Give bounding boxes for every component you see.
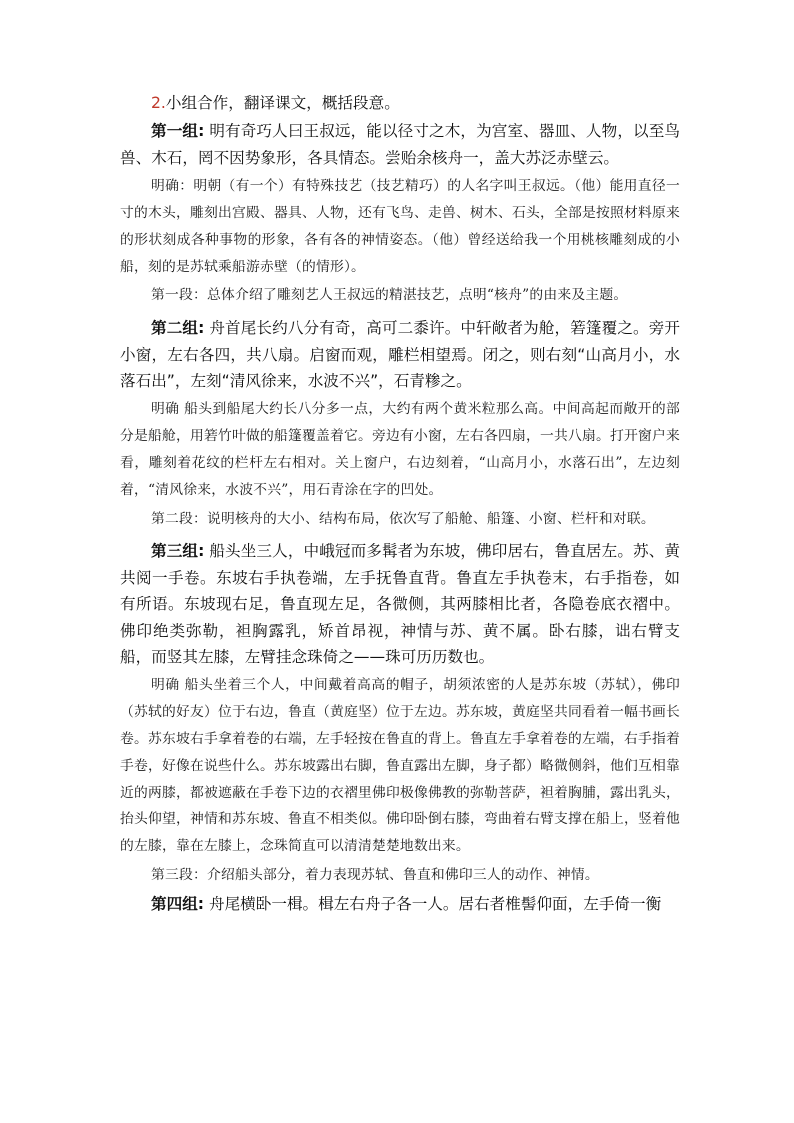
group-2-label: 第二组: xyxy=(151,319,205,338)
group-3-text: 船头坐三人，中峨冠而多髯者为东坡，佛印居右，鲁直居左。苏、黄共阅一手卷。东坡右手执卷端，左手抚鲁直背。鲁直左手执卷末，右手指卷，如有所语。东坡现右足，鲁直现左足，各微侧，其两膝相比者，各隐卷底衣褶中。佛印绝类弥勒，袒胸露乳，矫首昂视，神情与苏、黄不属。卧右膝，诎右臂支船，而竖其左膝，左臂挂念珠倚之——珠可历历数也。 xyxy=(120,542,680,667)
group-2-original xyxy=(120,315,680,394)
group-2-answer: 明确 船头到船尾大约长八分多一点，大约有两个黄米粒那么高。中间高起而敞开的部分是船舱，用箬竹叶做的船篷覆盖着它。旁边有小窗，左右各四扇，一共八扇。打开窗户来看，雕刻着花纹的栏杆左右相对。关上窗户，右边刻着，“山高月小，水落石出”，左边刻着，“清风徐来，水波不兴”，用石青涂在字的凹处。 xyxy=(120,401,680,498)
paragraph-2-summary: 第二段：说明核舟的大小、结构布局，依次写了船舱、船篷、小窗、栏杆和对联。 xyxy=(151,510,655,527)
paragraph-3-summary: 第三段：介绍船头部分，着力表现苏轼、鲁直和佛印三人的动作、神情。 xyxy=(151,867,599,884)
group-2-text: 舟首尾长约八分有奇，高可二黍许。中轩敞者为舱，箬篷覆之。旁开小窗，左右各四，共八扇。启窗而观，雕栏相望焉。闭之，则右刻“山高月小，水落石出”，左刻“清风徐来，水波不兴”，石青糁之。 xyxy=(120,319,680,391)
group-4-original xyxy=(120,891,680,917)
group-1-answer: 明确：明朝（有一个）有特殊技艺（技艺精巧）的人名字叫王叔远。（他）能用直径一寸的木头，雕刻出宫殿、器具、人物，还有飞鸟、走兽、树木、石头，全部是按照材料原来的形状刻成各种事物的形象，各有各的神情姿态。（他）曾经送给我一个用桃核雕刻成的小船，刻的是苏轼乘船游赤壁（的情形）。 xyxy=(120,178,680,275)
group-1-original xyxy=(120,118,680,171)
group-1-label: 第一组: xyxy=(151,122,205,141)
group-4-label: 第四组: xyxy=(151,894,205,913)
task-number: 2. xyxy=(151,94,166,112)
task-instruction xyxy=(120,90,680,116)
group-3-original xyxy=(120,538,680,670)
paragraph-1-summary: 第一段：总体介绍了雕刻艺人王叔远的精湛技艺，点明“核舟”的由来及主题。 xyxy=(151,287,628,304)
group-3-label: 第三组: xyxy=(151,542,205,561)
task-text: 小组合作，翻译课文，概括段意。 xyxy=(165,94,400,112)
group-4-text: 舟尾横卧一楫。楫左右舟子各一人。居右者椎髻仰面，左手倚一衡 xyxy=(204,894,662,913)
document-body xyxy=(120,90,680,917)
group-1-text: 明有奇巧人曰王叔远，能以径寸之木，为宫室、器皿、人物，以至鸟兽、木石，罔不因势象形，各具情态。尝贻余核舟一，盖大苏泛赤壁云。 xyxy=(120,122,680,167)
group-3-answer: 明确 船头坐着三个人，中间戴着高高的帽子，胡须浓密的人是苏东坡（苏轼），佛印（苏轼的好友）位于右边，鲁直（黄庭坚）位于左边。苏东坡，黄庭坚共同看着一幅书画长卷。苏东坡右手拿着卷的右端，左手轻按在鲁直的背上。鲁直左手拿着卷的左端，右手指着手卷，好像在说些什么。苏东坡露出右脚，鲁直露出左脚，身子都）略微侧斜，他们互相靠近的两膝，都被遮蔽在手卷下边的衣褶里佛印极像佛教的弥勒菩萨，袒着胸脯，露出乳头，抬头仰望，神情和苏东坡、鲁直不相类似。佛印卧倒右膝，弯曲着右臂支撑在船上，竖着他的左膝，靠在左膝上，念珠简直可以清清楚楚地数出来。 xyxy=(120,677,680,855)
